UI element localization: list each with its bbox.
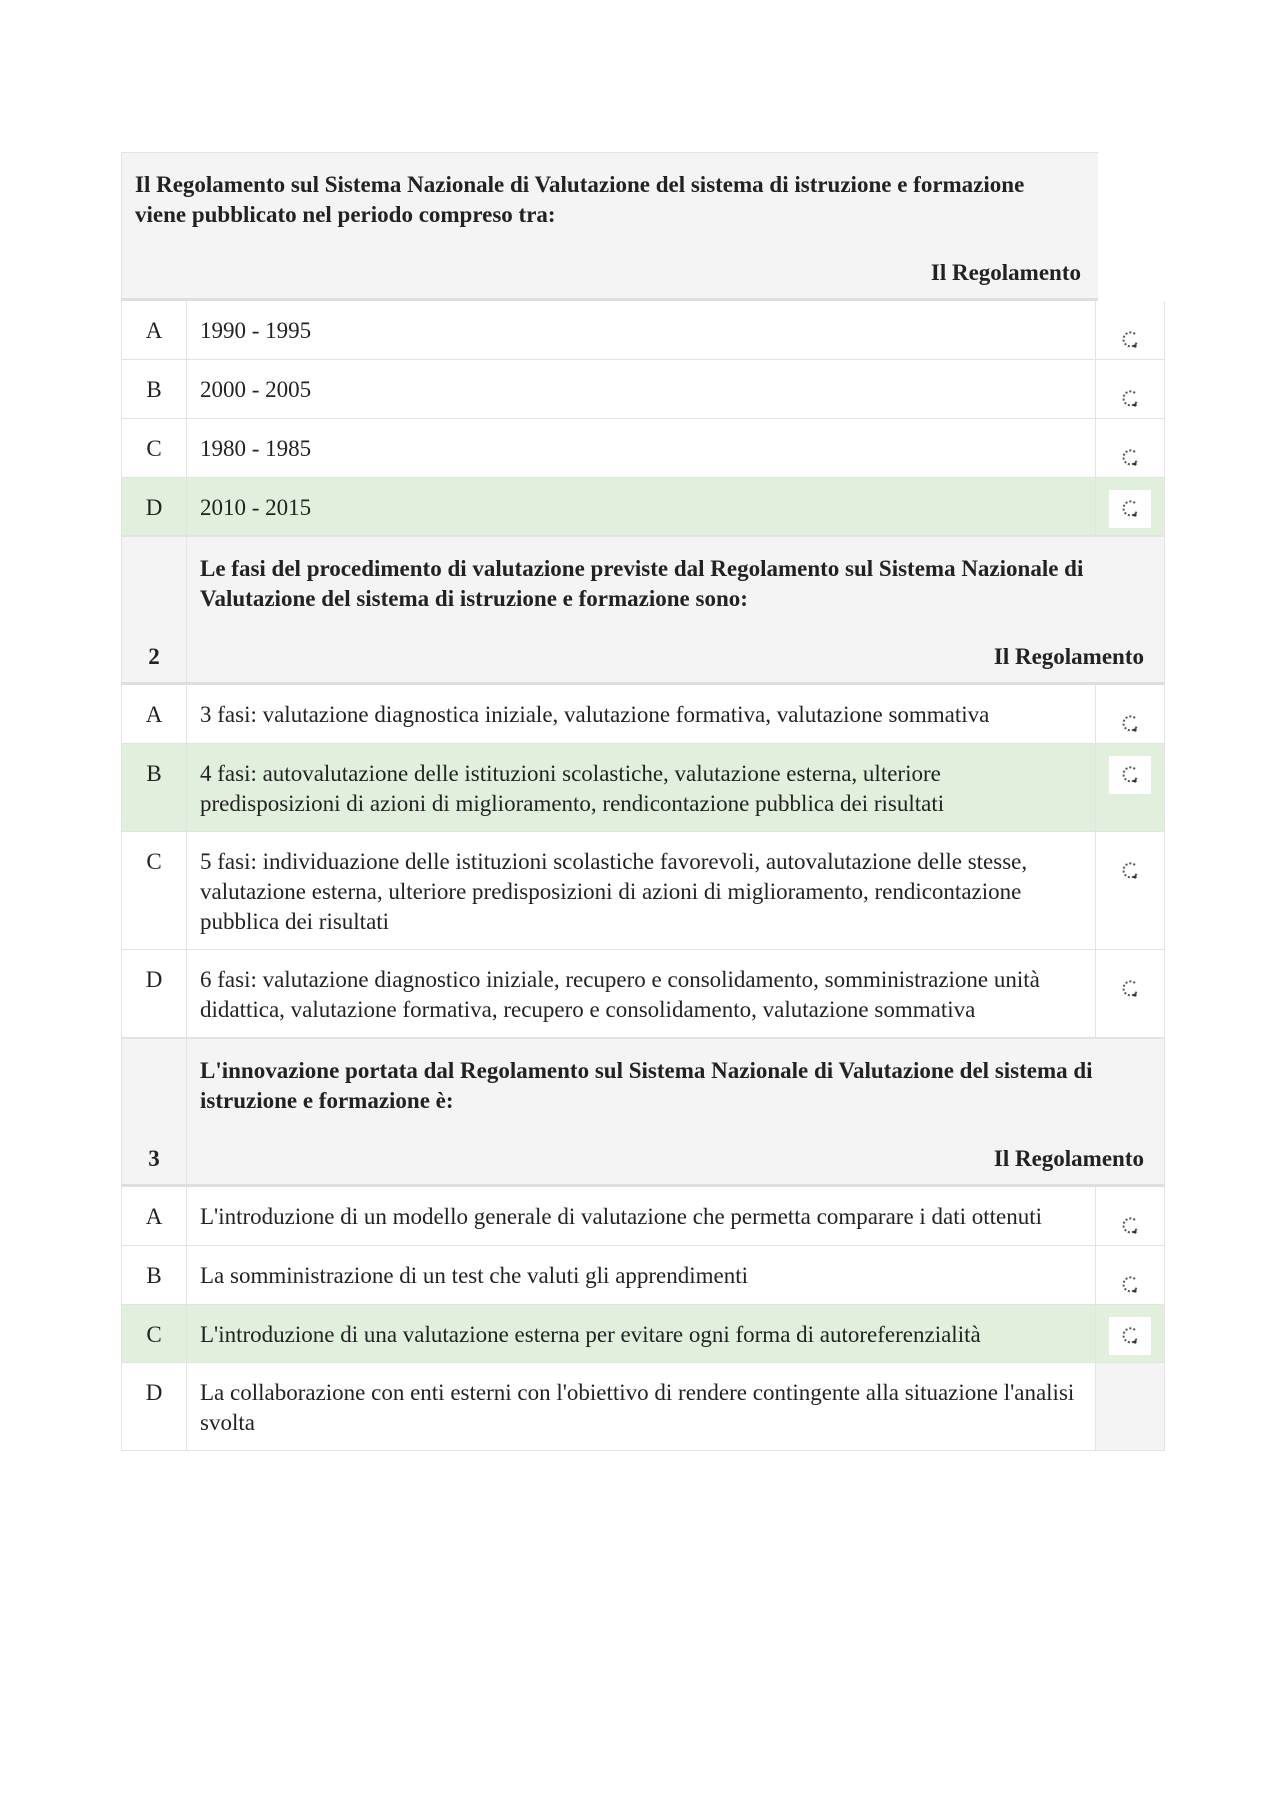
- radio-icon[interactable]: [1119, 978, 1141, 1000]
- question-3-tag: Il Regolamento: [993, 1146, 1144, 1171]
- question-3-header: [121, 1038, 1165, 1187]
- option-letter: B: [122, 744, 187, 831]
- option-letter: D: [122, 478, 187, 535]
- option-text: 2010 - 2015: [200, 495, 312, 520]
- question-2-number: 2: [122, 537, 187, 682]
- question-3-option-a[interactable]: [121, 1187, 1165, 1246]
- question-2-option-d[interactable]: [121, 950, 1165, 1038]
- question-2-option-c[interactable]: [121, 832, 1165, 950]
- radio-icon[interactable]: [1119, 329, 1141, 351]
- radio-icon[interactable]: [1119, 498, 1141, 520]
- option-letter: B: [122, 1246, 187, 1304]
- option-letter: D: [122, 1363, 187, 1450]
- option-letter: A: [122, 301, 187, 359]
- question-2-option-b[interactable]: [121, 744, 1165, 832]
- question-3-text: L'innovazione portata dal Regolamento sul Sistema Nazionale di Valutazione del sistema di istruzione e formazione è:: [200, 1058, 1093, 1113]
- option-text: 6 fasi: valutazione diagnostico iniziale, recupero e consolidamento, somministrazione unità didattica, valutazione formativa, recupero e consolidamento, valutazione sommativa: [200, 967, 1040, 1022]
- question-3-option-d[interactable]: [121, 1363, 1165, 1451]
- option-letter: C: [122, 419, 187, 477]
- option-letter: A: [122, 685, 187, 743]
- empty-radio-cell: [1095, 1363, 1164, 1450]
- question-2-header: [121, 536, 1165, 685]
- question-1-header: [121, 152, 1098, 301]
- option-text: 1990 - 1995: [200, 318, 312, 343]
- option-letter: D: [122, 950, 187, 1037]
- option-text: L'introduzione di un modello generale di valutazione che permetta comparare i dati ottenuti: [200, 1204, 1043, 1229]
- option-text: 1980 - 1985: [200, 436, 312, 461]
- question-1-option-d[interactable]: [121, 478, 1165, 536]
- option-letter: C: [122, 832, 187, 949]
- question-1-option-a[interactable]: [121, 301, 1165, 360]
- option-text: La collaborazione con enti esterni con l'obiettivo di rendere contingente alla situazione l'analisi svolta: [200, 1380, 1075, 1435]
- radio-icon[interactable]: [1119, 764, 1141, 786]
- radio-icon[interactable]: [1119, 1215, 1141, 1237]
- radio-icon[interactable]: [1119, 713, 1141, 735]
- question-2-tag: Il Regolamento: [993, 644, 1144, 669]
- question-2-text: Le fasi del procedimento di valutazione previste dal Regolamento sul Sistema Nazionale di Valutazione del sistema di istruzione e formazione sono:: [200, 556, 1084, 611]
- question-3-number: 3: [122, 1039, 187, 1184]
- radio-icon[interactable]: [1119, 1274, 1141, 1296]
- radio-icon[interactable]: [1119, 447, 1141, 469]
- question-3-option-b[interactable]: [121, 1246, 1165, 1305]
- option-text: 3 fasi: valutazione diagnostica iniziale, valutazione formativa, valutazione sommativa: [200, 702, 990, 727]
- question-1-tag: Il Regolamento: [930, 260, 1081, 285]
- radio-icon[interactable]: [1119, 388, 1141, 410]
- option-text: La somministrazione di un test che valuti gli apprendimenti: [200, 1263, 749, 1288]
- option-letter: C: [122, 1305, 187, 1362]
- radio-icon[interactable]: [1119, 860, 1141, 882]
- question-1-option-b[interactable]: [121, 360, 1165, 419]
- question-2-option-a[interactable]: [121, 685, 1165, 744]
- option-text: 4 fasi: autovalutazione delle istituzioni scolastiche, valutazione esterna, ulteriore predisposizioni di azioni di miglioramento, rendicontazione pubblica dei risultati: [200, 761, 945, 816]
- option-letter: B: [122, 360, 187, 418]
- question-1-text: Il Regolamento sul Sistema Nazionale di Valutazione del sistema di istruzione e formazione viene pubblicato nel periodo compreso tra:: [135, 172, 1025, 227]
- question-3-option-c[interactable]: [121, 1305, 1165, 1363]
- option-text: 2000 - 2005: [200, 377, 312, 402]
- radio-icon[interactable]: [1119, 1325, 1141, 1347]
- option-text: 5 fasi: individuazione delle istituzioni scolastiche favorevoli, autovalutazione delle stesse, valutazione esterna, ulteriore predisposizioni di azioni di miglioramento, rendicontazione pubblica dei risultati: [200, 849, 1028, 934]
- question-1-option-c[interactable]: [121, 419, 1165, 478]
- option-letter: A: [122, 1187, 187, 1245]
- quiz-table: [121, 152, 1165, 1451]
- option-text: L'introduzione di una valutazione esterna per evitare ogni forma di autoreferenzialità: [200, 1322, 981, 1347]
